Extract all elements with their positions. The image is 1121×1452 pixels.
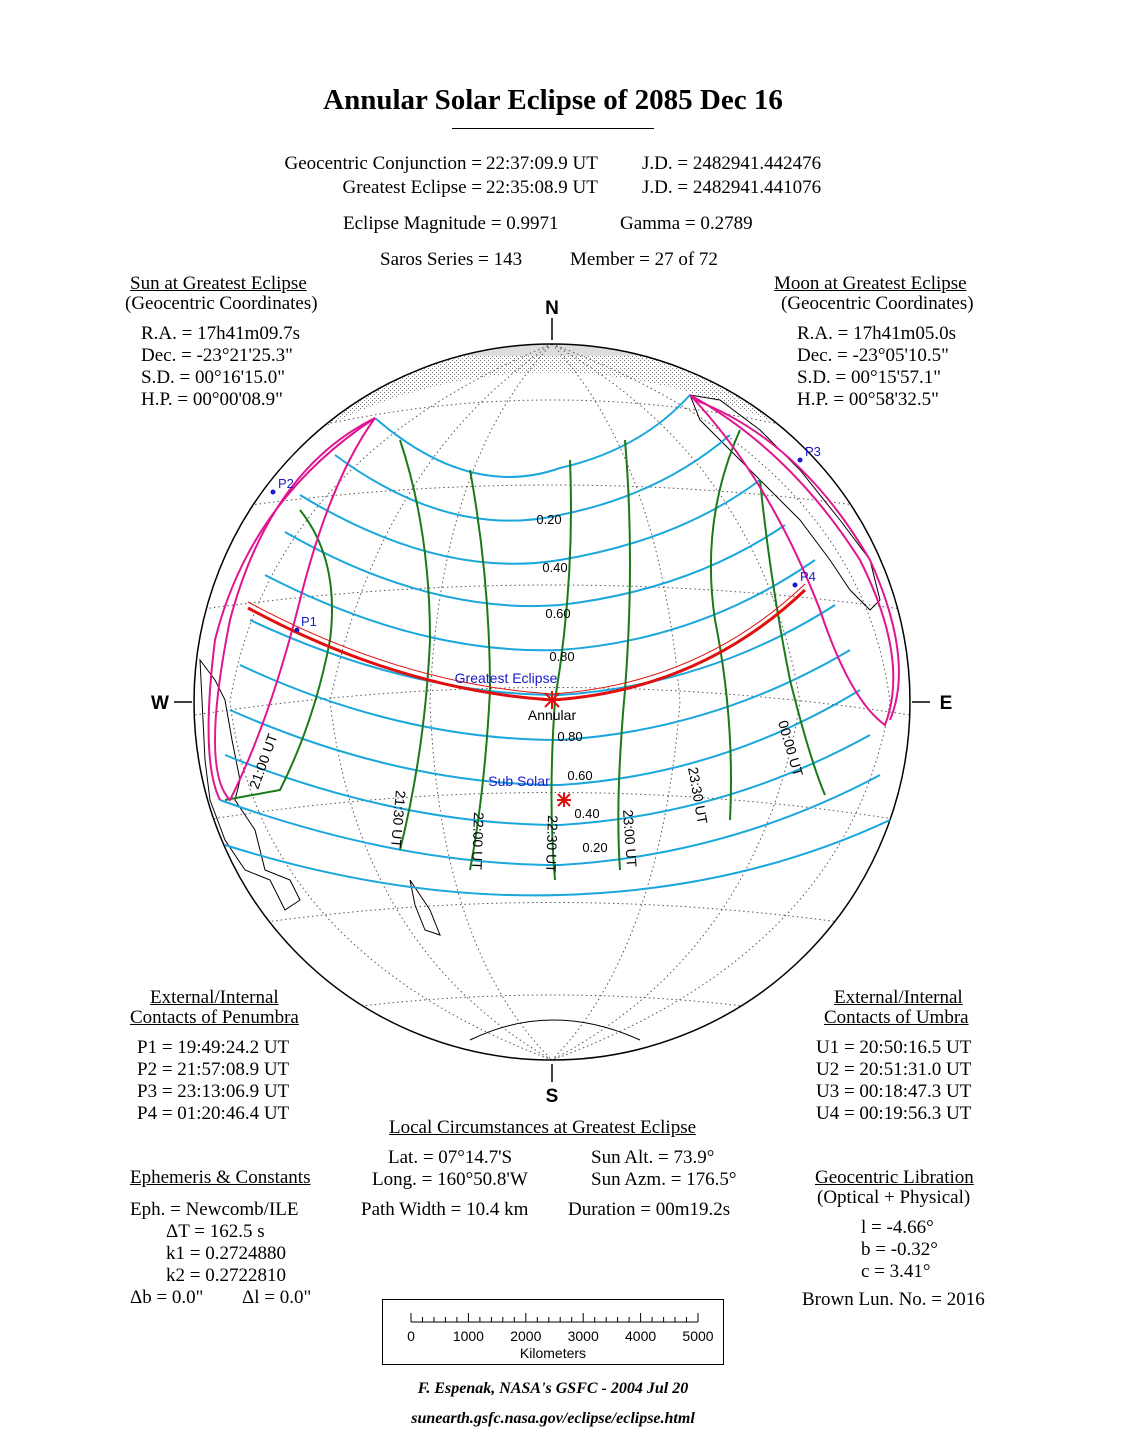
conjunction-time: 22:37:09.9 UT: [486, 153, 598, 174]
local-lat: Lat. = 07°14.7'S: [388, 1147, 513, 1168]
moon-ra: R.A. = 17h41m05.0s: [797, 323, 957, 344]
p4-marker: [793, 583, 798, 588]
ephemeris-title: Ephemeris & Constants: [130, 1167, 311, 1188]
conjunction-jd: J.D. = 2482941.442476: [642, 153, 822, 174]
ephemeris-k1: k1 = 0.2724880: [166, 1243, 286, 1264]
time-label-2130: 21:30 UT: [387, 789, 409, 849]
sun-dec: Dec. = -23°21'25.3": [141, 345, 293, 366]
magnitude-label-north-2: 0.40: [542, 560, 568, 575]
p4-label: P4: [800, 569, 816, 584]
meridian-line: [552, 344, 680, 1060]
sun-ra: R.A. = 17h41m09.7s: [141, 323, 301, 344]
umbra-u2: U2 = 20:51:31.0 UT: [816, 1059, 972, 1080]
libration-l: l = -4.66°: [861, 1217, 934, 1238]
ephemeris-delta-b: Δb = 0.0": [130, 1287, 204, 1308]
meridian-line: [330, 344, 552, 1060]
sun-title: Sun at Greatest Eclipse: [130, 273, 307, 294]
gamma-value: Gamma = 0.2789: [620, 213, 753, 234]
umbra-u4: U4 = 00:19:56.3 UT: [816, 1103, 972, 1124]
time-curve: [225, 510, 332, 800]
moon-title: Moon at Greatest Eclipse: [774, 273, 967, 294]
scale-box: [382, 1299, 724, 1365]
penumbra-p2: P2 = 21:57:08.9 UT: [137, 1059, 290, 1080]
local-long: Long. = 160°50.8'W: [372, 1169, 528, 1190]
umbra-u1: U1 = 20:50:16.5 UT: [816, 1037, 972, 1058]
magnitude-label-south-1: 0.80: [557, 729, 583, 744]
east-label: E: [939, 693, 953, 714]
sun-hp: H.P. = 00°00'08.9": [141, 389, 283, 410]
time-label-2230: 22:30 UT: [542, 814, 561, 874]
sub-solar-label: Sub Solar: [488, 773, 550, 789]
libration-c: c = 3.41°: [861, 1261, 931, 1282]
moon-sd: S.D. = 00°15'57.1": [797, 367, 942, 388]
umbra-u3: U3 = 00:18:47.3 UT: [816, 1081, 972, 1102]
ephemeris-k2: k2 = 0.2722810: [166, 1265, 286, 1286]
libration-title: Geocentric Libration: [815, 1167, 974, 1188]
scale-unit: Kilometers: [519, 1345, 587, 1361]
magnitude-curve: [335, 435, 730, 521]
local-sun-alt: Sun Alt. = 73.9°: [591, 1147, 715, 1168]
magnitude-label-south-3: 0.40: [574, 806, 600, 821]
penumbral-limit-west: [215, 418, 375, 800]
meridian-line: [430, 344, 552, 1060]
penumbra-p1: P1 = 19:49:24.2 UT: [137, 1037, 290, 1058]
sun-subtitle: (Geocentric Coordinates): [125, 293, 318, 314]
parallel-line: [245, 903, 860, 926]
time-curve: [618, 440, 630, 870]
libration-subtitle: (Optical + Physical): [817, 1187, 971, 1208]
time-label-2100: 21:00 UT: [245, 731, 281, 792]
scale-tick-4000: 4000: [625, 1328, 657, 1344]
sub-solar-marker: [557, 793, 571, 807]
ephemeris-delta-l: Δl = 0.0": [242, 1287, 312, 1308]
p2-marker: [271, 490, 276, 495]
eclipse-magnitude: Eclipse Magnitude = 0.9971: [343, 213, 559, 234]
p1-label: P1: [301, 614, 317, 629]
libration-b: b = -0.32°: [861, 1239, 938, 1260]
brown-lunation: Brown Lun. No. = 2016: [802, 1289, 985, 1310]
p1-marker: [295, 628, 300, 633]
page-title: Annular Solar Eclipse of 2085 Dec 16: [323, 84, 783, 116]
conjunction-label: Geocentric Conjunction =: [284, 153, 482, 174]
penumbra-title-1: External/Internal: [150, 987, 279, 1008]
parallel-line: [215, 485, 890, 510]
night-edge: [222, 344, 882, 356]
credit-author: F. Espenak, NASA's GSFC - 2004 Jul 20: [417, 1380, 689, 1397]
magnitude-label-north-3: 0.60: [545, 606, 571, 621]
meridian-line: [552, 344, 800, 1060]
local-title: Local Circumstances at Greatest Eclipse: [389, 1117, 697, 1138]
penumbra-p3: P3 = 23:13:06.9 UT: [137, 1081, 290, 1102]
umbra-title-2: Contacts of Umbra: [824, 1007, 969, 1028]
time-label-2300: 23:00 UT: [620, 809, 640, 868]
magnitude-curve: [300, 480, 760, 564]
scale-tick-1000: 1000: [452, 1328, 484, 1344]
p3-marker: [798, 458, 803, 463]
penumbra-title-2: Contacts of Penumbra: [130, 1007, 299, 1028]
saros-member: Member = 27 of 72: [570, 249, 718, 270]
credit-url: sunearth.gsfc.nasa.gov/eclipse/eclipse.html: [411, 1410, 695, 1427]
moon-subtitle: (Geocentric Coordinates): [781, 293, 974, 314]
magnitude-curve: [230, 690, 860, 785]
magnitude-label-south-4: 0.20: [582, 840, 608, 855]
time-curve: [711, 430, 740, 820]
ephemeris-eph: Eph. = Newcomb/ILE: [130, 1199, 299, 1220]
p2-label: P2: [278, 476, 294, 491]
sun-sd: S.D. = 00°16'15.0": [141, 367, 286, 388]
scale-tick-2000: 2000: [510, 1328, 542, 1344]
south-label: S: [545, 1086, 559, 1107]
magnitude-label-north-1: 0.20: [536, 512, 562, 527]
greatest-eclipse-time: 22:35:08.9 UT: [486, 177, 598, 198]
west-label: W: [151, 693, 169, 714]
greatest-eclipse-jd: J.D. = 2482941.441076: [642, 177, 822, 198]
greatest-eclipse-label: Greatest Eclipse: [454, 670, 558, 686]
magnitude-label-south-2: 0.60: [567, 768, 593, 783]
time-label-2330: 23:30 UT: [685, 765, 711, 826]
scale-tick-0: 0: [407, 1328, 415, 1344]
time-label-2200: 22:00 UT: [468, 811, 487, 871]
scale-tick-3000: 3000: [567, 1328, 599, 1344]
greatest-eclipse-label: Greatest Eclipse =: [342, 177, 482, 198]
umbra-title-1: External/Internal: [834, 987, 963, 1008]
local-path-width: Path Width = 10.4 km: [361, 1199, 529, 1220]
magnitude-label-north-4: 0.80: [549, 649, 575, 664]
penumbra-p4: P4 = 01:20:46.4 UT: [137, 1103, 290, 1124]
north-label: N: [545, 298, 559, 319]
local-sun-azm: Sun Azm. = 176.5°: [591, 1169, 737, 1190]
saros-series: Saros Series = 143: [380, 249, 523, 270]
parallel-line: [330, 995, 775, 1010]
time-label-0000: 00:00 UT: [775, 718, 807, 779]
local-duration: Duration = 00m19.2s: [568, 1199, 731, 1220]
scale-tick-5000: 5000: [682, 1328, 714, 1344]
penumbral-limit-east: [690, 395, 893, 725]
moon-dec: Dec. = -23°05'10.5": [797, 345, 949, 366]
moon-hp: H.P. = 00°58'32.5": [797, 389, 939, 410]
p3-label: P3: [805, 444, 821, 459]
scale-bar: [383, 1300, 723, 1364]
magnitude-curve: [375, 395, 690, 477]
coastline-antarctica: [470, 1020, 640, 1040]
meridian-line: [230, 344, 552, 1060]
annular-label: Annular: [527, 707, 577, 723]
ephemeris-delta-t: ΔT = 162.5 s: [166, 1221, 265, 1242]
